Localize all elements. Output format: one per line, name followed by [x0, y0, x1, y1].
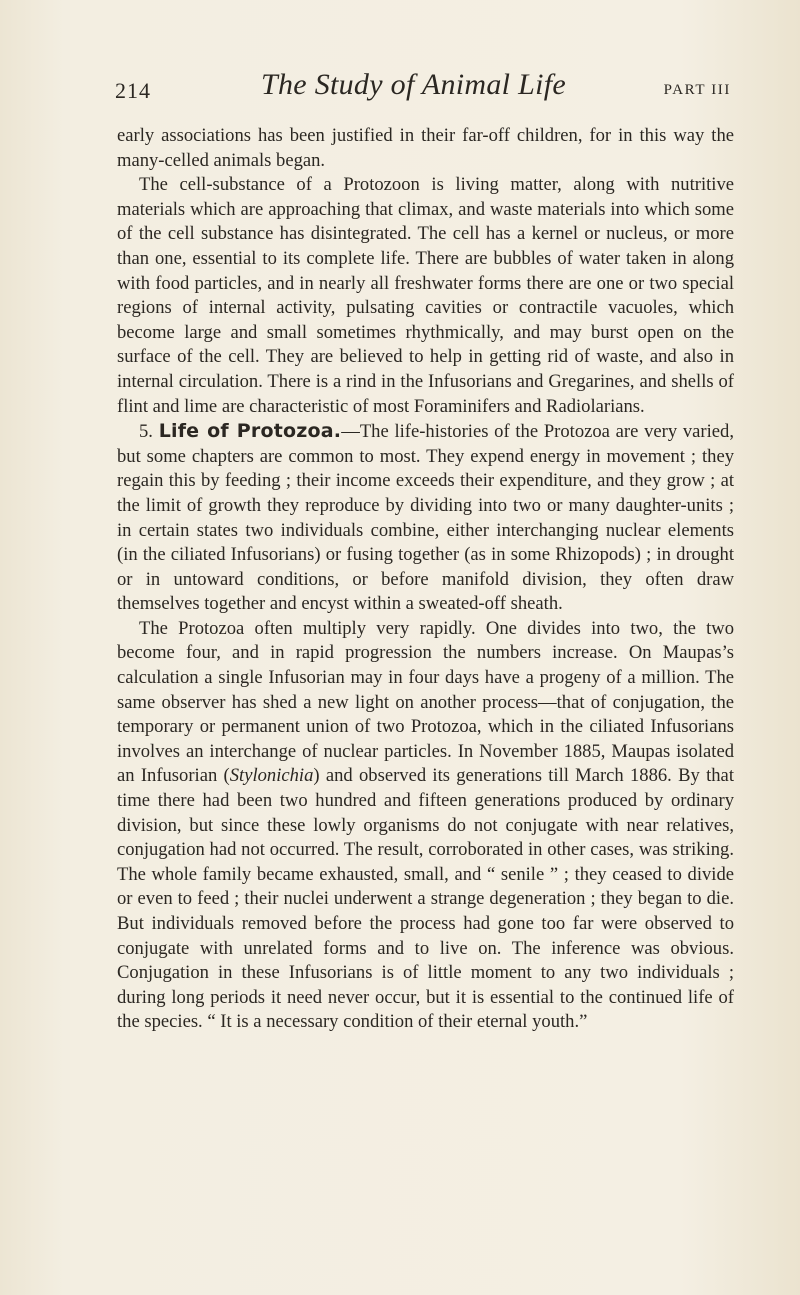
paragraph-cell-substance: The cell-substance of a Protozoon is living matter, along with nutritive materials which are approaching that climax, and waste materials into which some of the cell substance has disintegrated. The cell has a kernel or nucleus, or more than one, essential to its complete life. There are bubbles of water taken in along with food particles, and in nearly all freshwater forms there are one or two special regions of internal activity, pulsating cavities or contractile vacuoles, which become large and small sometimes rhythmically, and may burst open on the surface of the cell. They are believed to help in getting rid of waste, and also in internal circulation. There is a rind in the Infusorians and Gregarines, and shells of flint and lime are characteristic of most Foraminifers and Radiolarians.	[117, 174, 734, 417]
section-heading: Life of Protozoa.	[158, 420, 342, 443]
part-label: PART III	[663, 82, 731, 98]
body-text	[117, 124, 734, 1035]
paragraph-life-of-protozoa	[117, 419, 734, 617]
paragraph-text-part-b: ) and observed its generations till March 1886. By that time there had been two hundred and fifteen generations produced by ordinary division, but since these lowly organisms do not conjugate with near relatives, conjugation had not occurred. The result, corroborated in other cases, was striking. The whole family became exhausted, small, and “ senile ” ; they ceased to divide or even to feed ; their nuclei underwent a strange degeneration ; they began to die. But individuals removed before the process had gone too far were observed to conjugate with unrelated forms and to live on. The inference was obvious. Conjugation in these Infusorians is of little moment to any two individuals ; during long periods it need never occur, but it is essential to the continued life of the species. “ It is a necessary condition of their eternal youth.”	[117, 765, 734, 1033]
running-head	[92, 68, 735, 112]
paragraph-text: —The life-histories of the Protozoa are very varied, but some chapters are common to most. They expend energy in movement ; they regain this by feeding ; their income exceeds their expenditure, and they grow ; at the limit of growth they reproduce by dividing into two or many daughter-units ; in certain states two individuals combine, either interchanging nuclear elements (in the ciliated Infusorians) or fusing together (as in some Rhizopods) ; in drought or in untoward conditions, or before manifold division, they often draw themselves together and encyst within a sweated-off sheath.	[117, 421, 734, 615]
paragraph-continuation: early associations has been justified in their far-off children, for in this way the many-celled animals began.	[117, 125, 734, 171]
page-number: 214	[115, 78, 151, 103]
paragraph-multiplication	[117, 617, 734, 1035]
species-name: Stylonichia	[229, 765, 314, 787]
section-number: 5.	[139, 421, 159, 443]
book-title: The Study of Animal Life	[261, 68, 566, 101]
paragraph-text-part-a: The Protozoa often multiply very rapidly. One divides into two, the two become four, and in rapid progression the numbers increase. On Maupas’s calculation a single Infusorian may in four days have a progeny of a million. The same observer has shed a new light on another process—that of conjugation, the temporary or permanent union of two Protozoa, which in the ciliated Infusorians involves an interchange of nuclear particles. In November 1885, Maupas isolated an Infusorian (	[117, 617, 734, 787]
